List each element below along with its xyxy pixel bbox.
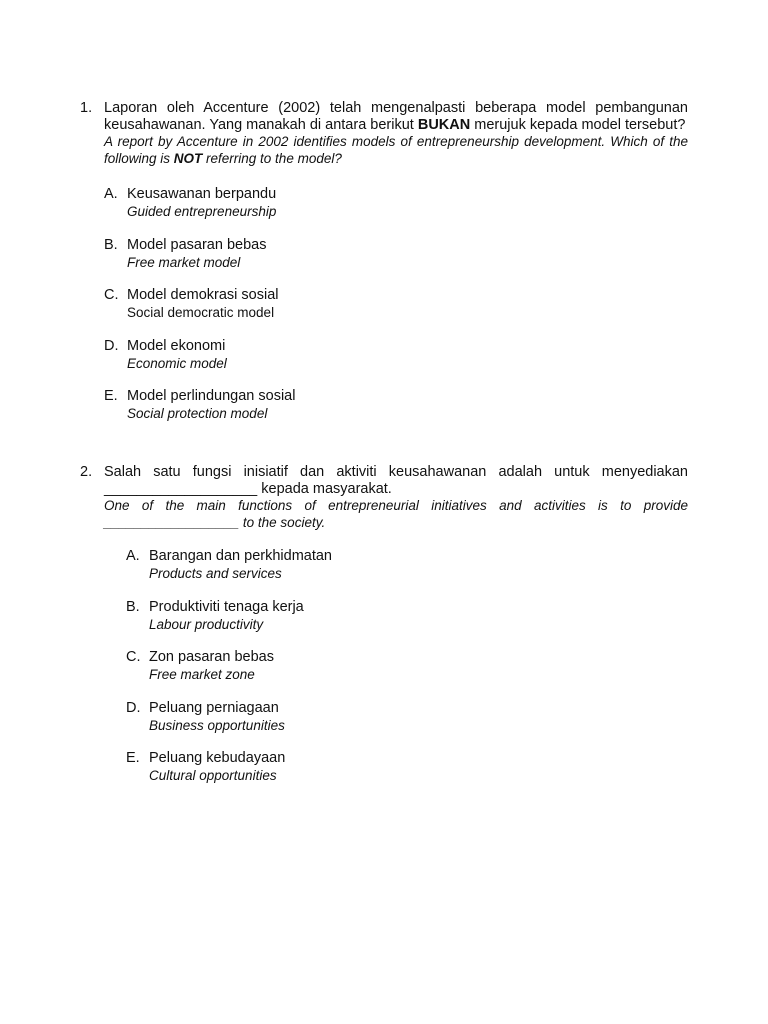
question-text-english-line1: One of the main functions of entrepreneurial initiatives and activities is to provide xyxy=(104,498,688,513)
question-number: 1. xyxy=(80,100,93,116)
option-a[interactable] xyxy=(126,548,688,582)
option-text-english: Business opportunities xyxy=(149,717,285,733)
question-1 xyxy=(80,100,688,439)
answer-options xyxy=(126,548,688,784)
option-text-english: Economic model xyxy=(127,355,227,371)
option-d[interactable] xyxy=(126,700,688,734)
question-text-malay xyxy=(104,100,688,134)
option-b[interactable] xyxy=(104,237,688,271)
option-text-malay: Peluang perniagaan xyxy=(149,699,279,716)
option-b[interactable] xyxy=(126,599,688,633)
question-text-malay-line1: Salah satu fungsi inisiatif dan aktiviti keusahawanan adalah untuk menyediakan xyxy=(104,464,688,480)
question-trans-part: referring to the model? xyxy=(202,150,342,166)
option-text-malay: Model perlindungan sosial xyxy=(127,388,296,404)
option-text-english: Social protection model xyxy=(127,406,268,421)
answer-blank: ___________________ xyxy=(104,481,258,497)
question-number: 2. xyxy=(80,464,93,480)
option-text-english: Free market model xyxy=(127,254,241,270)
option-c[interactable] xyxy=(126,649,688,683)
question-text-part: Laporan oleh Accenture (2002) telah mengenalpasti beberapa model pembangunan keusahawanan. Yang manakah di antara berikut xyxy=(104,100,688,133)
option-c[interactable] xyxy=(104,287,688,321)
option-text-malay: Model pasaran bebas xyxy=(127,236,267,253)
question-body xyxy=(104,464,688,784)
option-a[interactable] xyxy=(104,186,688,220)
option-letter: E. xyxy=(104,388,118,404)
option-letter: C. xyxy=(104,287,119,303)
question-text-english xyxy=(104,134,688,167)
option-text-malay: Keusawanan berpandu xyxy=(127,186,277,202)
option-text-malay: Produktiviti tenaga kerja xyxy=(149,598,304,615)
option-letter: C. xyxy=(126,649,141,665)
option-text-malay: Peluang kebudayaan xyxy=(149,750,286,766)
option-letter: A. xyxy=(126,548,140,564)
question-trans-part: A report by Accenture in 2002 identifies models of entrepreneurship development. Which of the following is xyxy=(104,134,688,166)
option-text-malay: Zon pasaran bebas xyxy=(149,649,274,665)
option-text-malay: Model ekonomi xyxy=(127,337,226,354)
option-letter: A. xyxy=(104,186,118,202)
option-letter: E. xyxy=(126,750,140,766)
option-text-english: Free market zone xyxy=(149,667,255,682)
question-trans-part: to the society. xyxy=(239,514,326,530)
answer-options xyxy=(104,186,688,422)
question-text-part: merujuk kepada model tersebut? xyxy=(470,117,686,133)
answer-blank: __________________ xyxy=(104,514,240,530)
option-text-english: Guided entrepreneurship xyxy=(127,204,277,219)
question-2 xyxy=(80,464,688,801)
option-text-english: Labour productivity xyxy=(149,616,264,632)
option-d[interactable] xyxy=(104,338,688,372)
option-e[interactable] xyxy=(126,750,688,784)
option-letter: B. xyxy=(126,598,140,615)
option-text-malay: Barangan dan perkhidmatan xyxy=(149,548,332,564)
option-text-english: Cultural opportunities xyxy=(149,768,277,783)
option-letter: B. xyxy=(104,236,118,253)
option-letter: D. xyxy=(104,337,119,354)
option-text-english: Products and services xyxy=(149,566,282,581)
question-text-malay-line2 xyxy=(104,481,688,498)
option-e[interactable] xyxy=(104,388,688,422)
question-body xyxy=(104,100,688,422)
question-emphasis: BUKAN xyxy=(417,117,471,133)
option-text-english: Social democratic model xyxy=(127,305,275,320)
question-trans-emphasis: NOT xyxy=(173,150,203,166)
question-text-part: kepada masyarakat. xyxy=(257,481,392,497)
option-letter: D. xyxy=(126,699,141,716)
option-text-malay: Model demokrasi sosial xyxy=(127,287,279,303)
question-text-english-line2 xyxy=(104,515,688,532)
